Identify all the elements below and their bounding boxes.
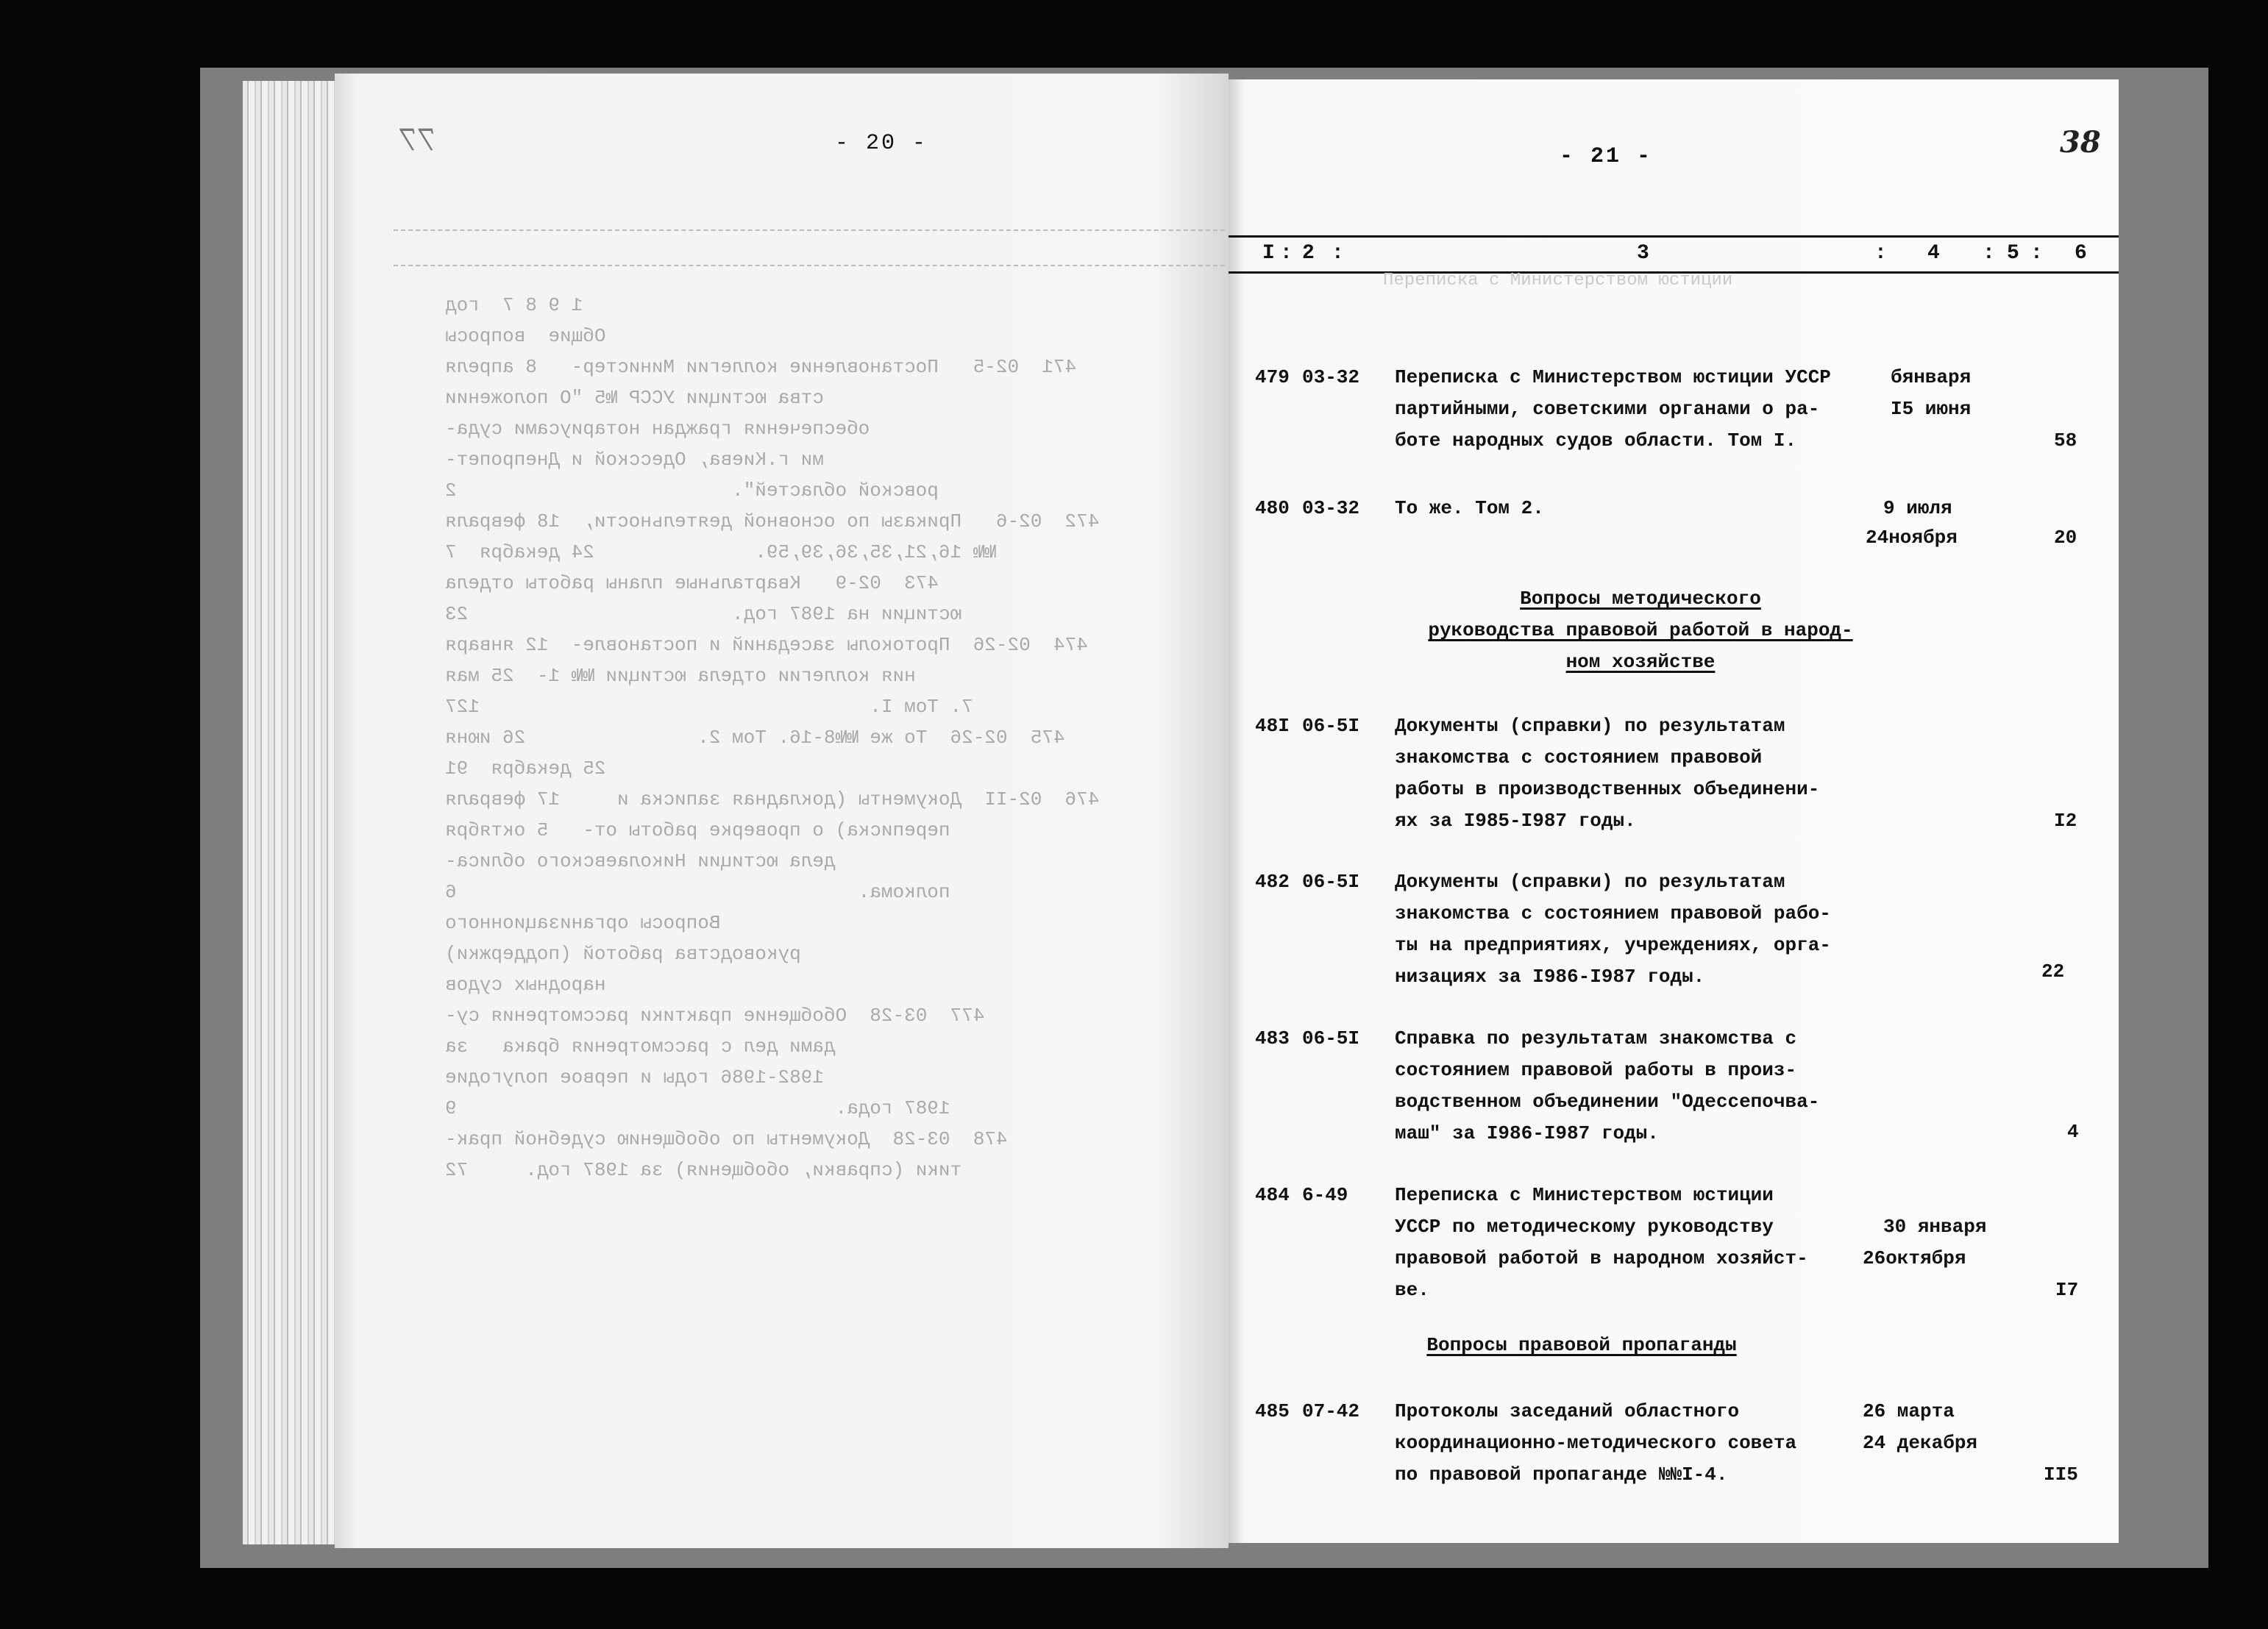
entry-title-line: УССР по методическому руководству	[1395, 1216, 1774, 1238]
show-through-line: ния коллегии отдела юстиции №№ 1- 25 мая	[445, 665, 1053, 687]
entry-title-line: Протоколы заседаний областного	[1395, 1400, 1740, 1422]
show-through-line: полкома. 6	[445, 881, 1088, 903]
entry-index: 06-5I	[1302, 715, 1360, 737]
show-through-line: №№ 16,21,35,36,39,59. 24 декабря 7	[445, 541, 1134, 563]
show-through-line: ровской областей". 2	[445, 480, 1077, 502]
col-sep: :	[1280, 242, 1293, 265]
entry-title-line: по правовой пропаганде №№I-4.	[1395, 1464, 1728, 1486]
entry-sheets: 22	[2041, 960, 2065, 983]
entry-title-line: правовой работой в народном хозяйст-	[1395, 1247, 1808, 1269]
entry-title-line: ях за I985-I987 годы.	[1395, 810, 1636, 832]
show-through-line: 1982-1986 годы и первое полугодие	[445, 1066, 962, 1088]
entry-date-end: 24ноября	[1866, 527, 1958, 549]
entry-number: 48I	[1255, 715, 1290, 737]
entry-date-end: 26октября	[1863, 1247, 1966, 1269]
entry-sheets: II5	[2044, 1464, 2078, 1486]
entry-date-start: 26 марта	[1863, 1400, 1955, 1422]
section-heading-line: ном хозяйстве	[1565, 651, 1716, 673]
col-sep: :	[1332, 242, 1344, 265]
entry-number: 485	[1255, 1400, 1290, 1422]
show-through-line: 478 03-28 Документы по обобщению судебной прак-	[445, 1128, 1008, 1150]
col-sep: :	[2030, 242, 2043, 265]
entry-sheets: 20	[2054, 527, 2077, 549]
entry-index: 03-32	[1302, 497, 1360, 519]
col-header-3: 3	[1637, 242, 1649, 265]
col-sep: :	[1983, 242, 1995, 265]
show-through-line: Общие вопросы	[445, 325, 606, 347]
show-through-fragment: Переписка с Министерством юстиции	[1383, 271, 1733, 290]
entry-date-start: бянваря	[1891, 366, 1972, 388]
entry-title-line: состоянием правовой работы в произ-	[1395, 1059, 1797, 1081]
entry-title-line: работы в производственных объединени-	[1395, 778, 1820, 800]
column-header	[1229, 235, 2119, 274]
show-through-line: 476 02-II Документы (докладная записка и 17 февраля	[445, 788, 1100, 810]
entry-title-line: боте народных судов области. Том I.	[1395, 429, 1797, 452]
col-header-5: 5	[2007, 242, 2019, 265]
show-through-line: ми г.Киева, Одесской и Днепропет-	[445, 449, 962, 471]
entry-number: 482	[1255, 871, 1290, 893]
handwritten-folio-right: 38	[2060, 125, 2101, 160]
entry-number: 479	[1255, 366, 1290, 388]
entry-sheets: 58	[2054, 429, 2077, 452]
show-through-line: дела юстиции Николаевского облиса-	[445, 850, 973, 872]
entry-date-start: 30 января	[1883, 1216, 1987, 1238]
entry-index: 6-49	[1302, 1184, 1348, 1206]
show-through-line: 1987 года. 9	[445, 1097, 1088, 1119]
handwritten-folio-left: 77	[399, 124, 437, 157]
show-through-line: 25 декабря 91	[445, 758, 1145, 780]
entry-index: 06-5I	[1302, 1027, 1360, 1049]
entry-sheets: 4	[2067, 1121, 2079, 1143]
col-sep: :	[1874, 242, 1887, 265]
page-number-left: - 20 -	[835, 131, 928, 156]
show-through-line: 1 9 8 7 год	[445, 294, 583, 316]
show-through-line: руководства работой (поддержки)	[445, 943, 939, 965]
entry-title-line: ты на предприятиях, учреждениях, орга-	[1395, 934, 1831, 956]
show-through-line: обеспечения граждан нотариусами суда-	[445, 418, 1008, 440]
col-header-2: 2	[1302, 242, 1315, 265]
col-header-4: 4	[1927, 242, 1940, 265]
entry-title-line: Переписка с Министерством юстиции	[1395, 1184, 1774, 1206]
show-through-line: дами дел с рассмотрения брака за	[445, 1035, 973, 1058]
col-header-1: I	[1262, 242, 1275, 265]
entry-title-line: низациях за I986-I987 годы.	[1395, 966, 1705, 988]
entry-title-line: партийными, советскими органами о ра-	[1395, 398, 1820, 420]
section-heading-line: Вопросы правовой пропаганды	[1426, 1334, 1737, 1356]
col-header-6: 6	[2075, 242, 2087, 265]
show-through-line: 475 02-26 То же №№8-16. Том 2. 26 июня	[445, 727, 1065, 749]
entry-title-line: координационно-методического совета	[1395, 1432, 1797, 1454]
left-header-rule	[394, 229, 1225, 266]
entry-title-line: Справка по результатам знакомства с	[1395, 1027, 1797, 1049]
show-through-line: 477 03-28 Обобщение практики рассмотрения су-	[445, 1005, 985, 1027]
entry-index: 07-42	[1302, 1400, 1360, 1422]
entry-title-line: знакомства с состоянием правовой	[1395, 746, 1763, 769]
entry-number: 484	[1255, 1184, 1290, 1206]
entry-sheets: I2	[2054, 810, 2077, 832]
entry-date-end: I5 июня	[1891, 398, 1972, 420]
left-page	[335, 74, 1229, 1548]
show-through-line: 473 02-9 Квартальные планы работы отдела	[445, 572, 939, 594]
show-through-line: тики (справки, обобщения) за 1987 год. 72	[445, 1159, 1100, 1181]
entry-date-start: 9 июля	[1883, 497, 1952, 519]
show-through-line: юстиции на 1987 год. 23	[445, 603, 1100, 625]
entry-title-line: То же. Том 2.	[1395, 497, 1544, 519]
entry-number: 483	[1255, 1027, 1290, 1049]
entry-index: 03-32	[1302, 366, 1360, 388]
show-through-line: переписка) о проверке работы от- 5 октября	[445, 819, 1088, 841]
entry-sheets: I7	[2055, 1279, 2079, 1301]
page-number-right: - 21 -	[1560, 144, 1653, 169]
show-through-line: Вопросы организационного	[445, 912, 859, 934]
section-heading-line: Вопросы методического	[1520, 588, 1761, 610]
section-heading	[1390, 1330, 1773, 1361]
section-heading	[1376, 583, 1905, 678]
entry-title-line: знакомства с состоянием правовой рабо-	[1395, 902, 1831, 924]
show-through-line: ства юстиции УССР №5 "О положении	[445, 387, 962, 409]
show-through-line: 471 02-5 Постановление коллегии Министер- 8 апреля	[445, 356, 1077, 378]
show-through-line: 474 02-26 Протоколы заседаний и постановле- 12 января	[445, 634, 1088, 656]
show-through-line: народных судов	[445, 974, 744, 996]
entry-title-line: водственном объединении "Одессепочва-	[1395, 1091, 1820, 1113]
entry-title-line: Документы (справки) по результатам	[1395, 715, 1785, 737]
show-through-line: 472 02-6 Приказы по основной деятельности, 18 февраля	[445, 510, 1100, 532]
entry-title-line: Документы (справки) по результатам	[1395, 871, 1785, 893]
section-heading-line: руководства правовой работой в народ-	[1428, 619, 1853, 641]
entry-number: 480	[1255, 497, 1290, 519]
show-through-line: 7. Том I. 127	[445, 696, 1111, 718]
entry-title-line: маш" за I986-I987 годы.	[1395, 1122, 1659, 1144]
entry-title-line: ве.	[1395, 1279, 1429, 1301]
entry-date-end: 24 декабря	[1863, 1432, 1978, 1454]
entry-title-line: Переписка с Министерством юстиции УССР	[1395, 366, 1831, 388]
entry-index: 06-5I	[1302, 871, 1360, 893]
right-page	[1229, 79, 2119, 1543]
